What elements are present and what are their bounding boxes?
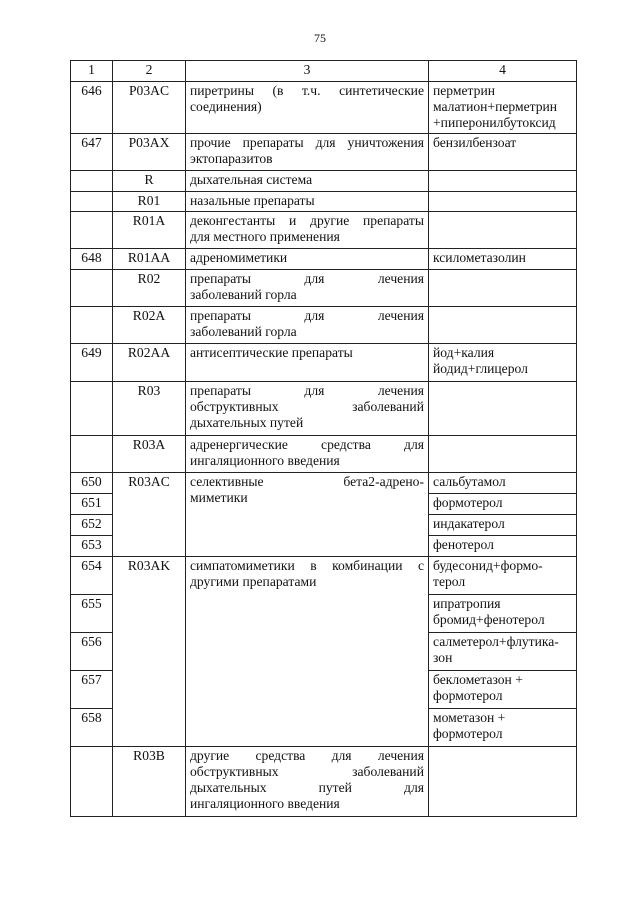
drug-name bbox=[429, 473, 577, 494]
group-name bbox=[186, 270, 429, 307]
table-row bbox=[71, 270, 577, 307]
drug-name bbox=[429, 171, 577, 192]
drug-name-line: бензилбензоат bbox=[433, 135, 517, 150]
table-row bbox=[71, 307, 577, 344]
group-name-line: селективные бета2-адрено- bbox=[190, 474, 424, 489]
group-name-line: заболеваний горла bbox=[190, 324, 297, 339]
group-name bbox=[186, 307, 429, 344]
row-number: 648 bbox=[71, 249, 113, 270]
row-number bbox=[71, 171, 113, 192]
group-name bbox=[186, 171, 429, 192]
group-name bbox=[186, 134, 429, 171]
table-row bbox=[71, 249, 577, 270]
drug-name bbox=[429, 192, 577, 212]
group-name-line: ингаляционного введения bbox=[190, 796, 340, 811]
drug-name-line: салметерол+флутика- bbox=[433, 634, 559, 649]
group-name-line: деконгестанты и другие препараты bbox=[190, 213, 424, 228]
table-row bbox=[71, 134, 577, 171]
drug-name bbox=[429, 382, 577, 436]
group-name-line: соединения) bbox=[190, 99, 262, 114]
drug-name bbox=[429, 270, 577, 307]
row-number: 647 bbox=[71, 134, 113, 171]
group-name bbox=[186, 436, 429, 473]
drug-name-line: терол bbox=[433, 574, 466, 589]
group-name-line: адренергические средства для bbox=[190, 437, 424, 452]
drug-name bbox=[429, 344, 577, 382]
drug-name bbox=[429, 494, 577, 515]
group-name bbox=[186, 344, 429, 382]
table-row bbox=[71, 557, 577, 595]
drug-name-line: ксилометазолин bbox=[433, 250, 526, 265]
group-name-line: обструктивных заболеваний bbox=[190, 764, 424, 779]
group-name-line: препараты для лечения bbox=[190, 383, 424, 398]
table-row bbox=[71, 344, 577, 382]
group-name-line: дыхательная система bbox=[190, 172, 313, 187]
row-number bbox=[71, 270, 113, 307]
group-name-line: ингаляционного введения bbox=[190, 453, 340, 468]
drug-name-line: +пиперонилбутоксид bbox=[433, 115, 556, 130]
table-header-row bbox=[71, 61, 577, 82]
drug-name-line: индакатерол bbox=[433, 516, 505, 531]
header-col-1: 1 bbox=[71, 61, 113, 82]
header-col-3: 3 bbox=[186, 61, 429, 82]
group-name-line: дыхательных путей для bbox=[190, 780, 424, 795]
group-name-line: назальные препараты bbox=[190, 193, 315, 208]
page-number: 75 bbox=[314, 31, 326, 45]
group-name-line: препараты для лечения bbox=[190, 271, 424, 286]
table-row bbox=[71, 212, 577, 249]
group-name-line: прочие препараты для уничтожения bbox=[190, 135, 424, 150]
header-col-2: 2 bbox=[113, 61, 186, 82]
group-name-line: антисептические препараты bbox=[190, 345, 353, 360]
group-name-line: симпатомиметики в комбинации с bbox=[190, 558, 424, 573]
group-name bbox=[186, 212, 429, 249]
drug-name bbox=[429, 557, 577, 595]
group-name-line: другими препаратами bbox=[190, 574, 317, 589]
atc-code: R03 bbox=[113, 382, 186, 436]
drug-name bbox=[429, 515, 577, 536]
table-row bbox=[71, 436, 577, 473]
table-row bbox=[71, 82, 577, 134]
row-number: 652 bbox=[71, 515, 113, 536]
group-name bbox=[186, 557, 429, 747]
group-name bbox=[186, 747, 429, 817]
atc-code: R01 bbox=[113, 192, 186, 212]
row-number bbox=[71, 307, 113, 344]
group-name-line: эктопаразитов bbox=[190, 151, 273, 166]
drug-name-line: перметрин bbox=[433, 83, 495, 98]
row-number: 658 bbox=[71, 709, 113, 747]
row-number: 649 bbox=[71, 344, 113, 382]
drug-name bbox=[429, 536, 577, 557]
atc-code: P03AC bbox=[113, 82, 186, 134]
row-number bbox=[71, 212, 113, 249]
row-number: 653 bbox=[71, 536, 113, 557]
atc-code: R01A bbox=[113, 212, 186, 249]
group-name-line: миметики bbox=[190, 490, 248, 505]
group-name-line: пиретрины (в т.ч. синтетические bbox=[190, 83, 424, 98]
drug-name-line: бромид+фенотерол bbox=[433, 612, 545, 627]
drug-name-line: формотерол bbox=[433, 688, 503, 703]
header-col-4: 4 bbox=[429, 61, 577, 82]
drug-name-line: беклометазон + bbox=[433, 672, 523, 687]
atc-code: R01AA bbox=[113, 249, 186, 270]
group-name-line: другие средства для лечения bbox=[190, 748, 424, 763]
drug-name-line: формотерол bbox=[433, 495, 503, 510]
group-name-line: адреномиметики bbox=[190, 250, 288, 265]
drug-name-line: зон bbox=[433, 650, 453, 665]
drug-name bbox=[429, 307, 577, 344]
row-number: 646 bbox=[71, 82, 113, 134]
group-name-line: препараты для лечения bbox=[190, 308, 424, 323]
drug-name-line: малатион+перметрин bbox=[433, 99, 558, 114]
row-number bbox=[71, 192, 113, 212]
table-row bbox=[71, 473, 577, 494]
group-name bbox=[186, 82, 429, 134]
drug-name-line: фенотерол bbox=[433, 537, 494, 552]
group-name-line: обструктивных заболеваний bbox=[190, 399, 424, 414]
table-row bbox=[71, 747, 577, 817]
table-row bbox=[71, 192, 577, 212]
drug-name-line: будесонид+формо- bbox=[433, 558, 543, 573]
table-row bbox=[71, 171, 577, 192]
atc-code: P03AX bbox=[113, 134, 186, 171]
atc-code: R03B bbox=[113, 747, 186, 817]
drug-name bbox=[429, 747, 577, 817]
atc-code: R02AA bbox=[113, 344, 186, 382]
row-number: 651 bbox=[71, 494, 113, 515]
drug-name bbox=[429, 633, 577, 671]
group-name bbox=[186, 249, 429, 270]
drug-name bbox=[429, 249, 577, 270]
drug-name-line: йодид+глицерол bbox=[433, 361, 528, 376]
group-name-line: дыхательных путей bbox=[190, 415, 304, 430]
row-number bbox=[71, 382, 113, 436]
row-number: 655 bbox=[71, 595, 113, 633]
group-name-line: для местного применения bbox=[190, 229, 340, 244]
group-name bbox=[186, 473, 429, 557]
atc-code: R02A bbox=[113, 307, 186, 344]
group-name bbox=[186, 192, 429, 212]
atc-code: R03AK bbox=[113, 557, 186, 747]
drug-name bbox=[429, 436, 577, 473]
drug-name bbox=[429, 134, 577, 171]
atc-code: R03A bbox=[113, 436, 186, 473]
row-number: 657 bbox=[71, 671, 113, 709]
drug-name-line: формотерол bbox=[433, 726, 503, 741]
drug-name bbox=[429, 212, 577, 249]
atc-code: R03AC bbox=[113, 473, 186, 557]
row-number bbox=[71, 747, 113, 817]
group-name bbox=[186, 382, 429, 436]
row-number: 654 bbox=[71, 557, 113, 595]
drug-name-line: ипратропия bbox=[433, 596, 501, 611]
drug-name bbox=[429, 595, 577, 633]
row-number bbox=[71, 436, 113, 473]
row-number: 656 bbox=[71, 633, 113, 671]
table-row bbox=[71, 382, 577, 436]
group-name-line: заболеваний горла bbox=[190, 287, 297, 302]
drug-name bbox=[429, 671, 577, 709]
drug-name-line: мометазон + bbox=[433, 710, 506, 725]
drug-name bbox=[429, 709, 577, 747]
drug-name-line: сальбутамол bbox=[433, 474, 506, 489]
drug-name-line: йод+калия bbox=[433, 345, 495, 360]
atc-code: R bbox=[113, 171, 186, 192]
drug-classification-table bbox=[70, 60, 577, 817]
drug-name bbox=[429, 82, 577, 134]
row-number: 650 bbox=[71, 473, 113, 494]
atc-code: R02 bbox=[113, 270, 186, 307]
